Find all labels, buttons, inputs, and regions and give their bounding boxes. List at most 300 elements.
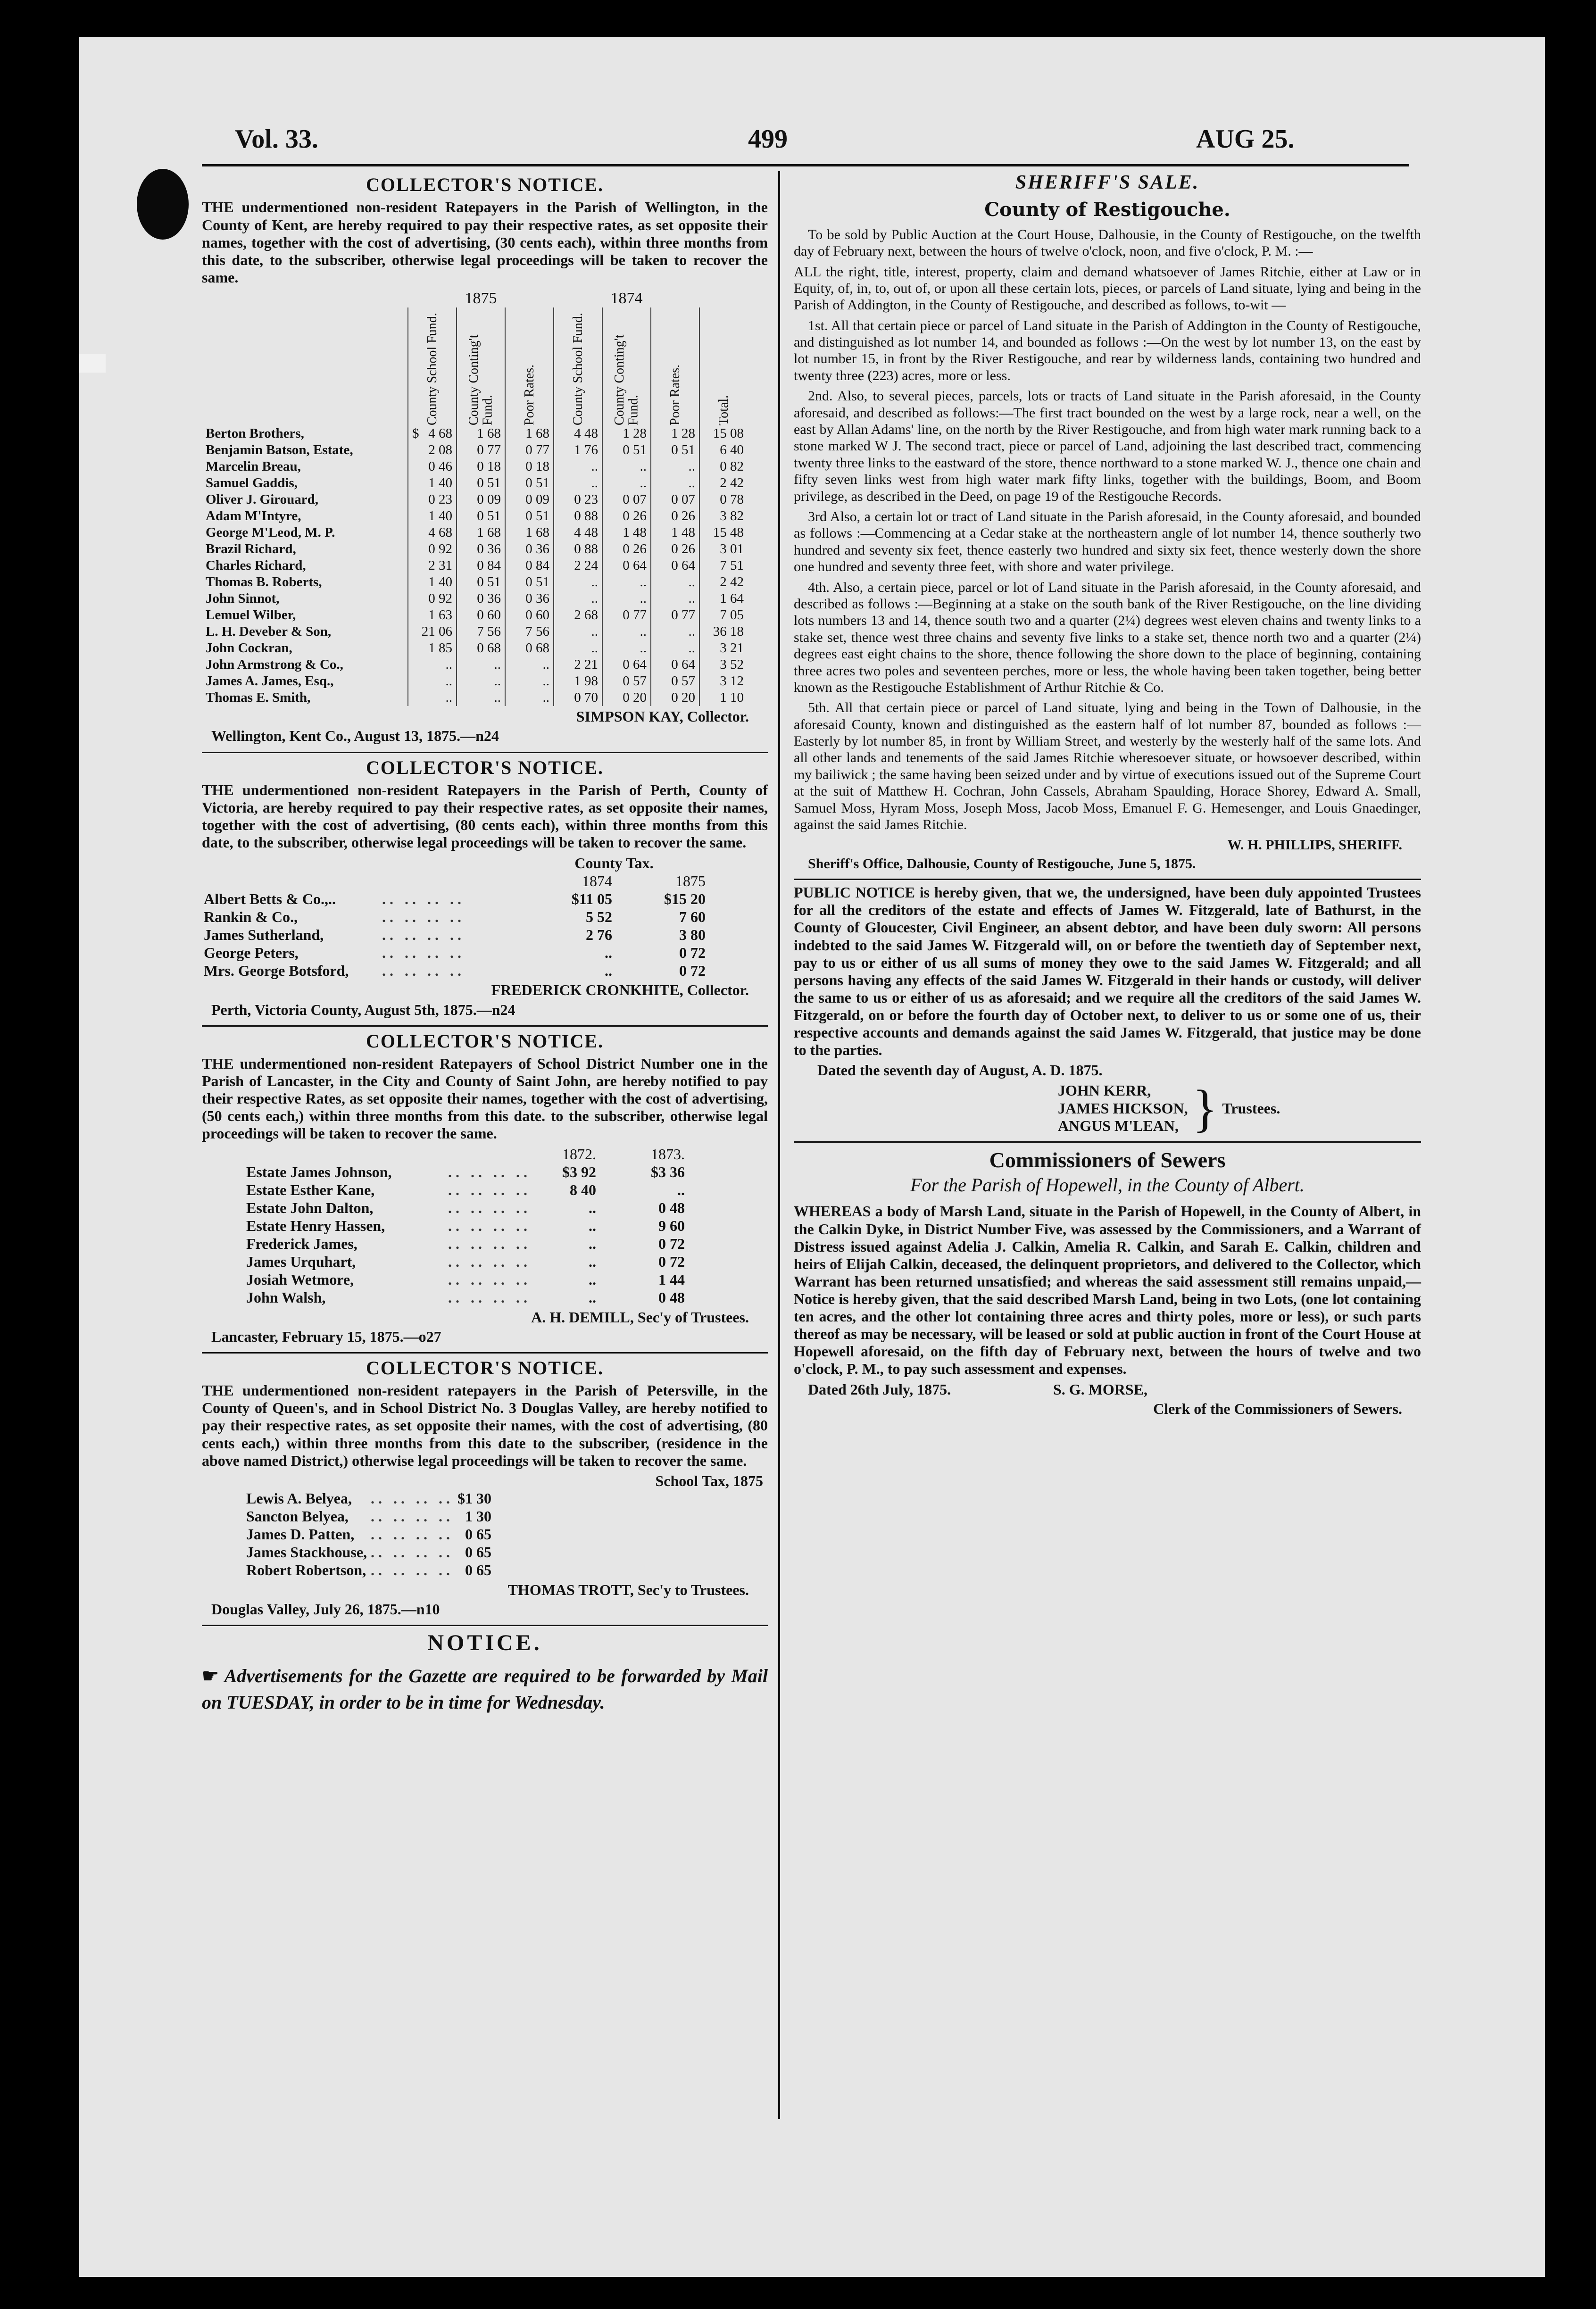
rate-value: 2 08 xyxy=(408,442,457,458)
rate-value: 1 68 xyxy=(505,524,554,541)
section-rule xyxy=(794,879,1421,880)
rate-value: .. xyxy=(602,475,651,491)
leader-dots: .. .. .. .. xyxy=(448,1235,531,1253)
year-header: 1872. xyxy=(562,1146,596,1163)
ratepayer-name: Berton Brothers, xyxy=(206,426,304,441)
rate-value: 7 56 xyxy=(457,623,505,640)
rate-value: .. xyxy=(651,574,699,590)
ratepayer-name: Oliver J. Girouard, xyxy=(206,492,318,507)
rate-value: 0 20 xyxy=(651,689,699,706)
rate-value: 0 57 xyxy=(651,673,699,689)
rate-value: 1 40 xyxy=(408,475,457,491)
ratepayer-name: Samuel Gaddis, xyxy=(206,475,298,491)
leader-dots: .. .. .. .. xyxy=(382,890,465,907)
rate-value: 0 26 xyxy=(602,508,651,524)
trustee-role: Trustees. xyxy=(1222,1099,1280,1117)
rate-value: 0 26 xyxy=(651,541,699,557)
rate-value: 3 21 xyxy=(699,640,748,656)
leader-dots: .. .. .. .. xyxy=(448,1181,531,1199)
ratepayer-name: Frederick James, xyxy=(246,1235,357,1253)
trustee-signature: A. H. DEMILL, Sec'y of Trustees. xyxy=(531,1308,749,1326)
table-row xyxy=(202,491,748,508)
rate-value: 1 48 xyxy=(602,524,651,541)
ratepayer-name: Marcelin Breau, xyxy=(206,459,301,474)
rate-value: .. xyxy=(408,656,457,673)
table-row xyxy=(202,673,748,689)
rate-value: 0 88 xyxy=(554,508,602,524)
ratepayer-name: Adam M'Intyre, xyxy=(206,508,301,524)
currency-sign: $ xyxy=(412,426,419,441)
column-header: County Conting't Fund. xyxy=(612,334,641,426)
rate-value: 0 92 xyxy=(408,590,457,607)
tax-value: 0 72 xyxy=(658,1235,685,1253)
leader-dots: .. .. .. .. xyxy=(448,1163,531,1181)
rate-value: 0 77 xyxy=(505,442,554,458)
rate-value: .. xyxy=(457,673,505,689)
county-heading: County of Restigouche. xyxy=(984,198,1230,221)
rate-value: 0 09 xyxy=(457,491,505,508)
rate-value: 1 28 xyxy=(651,425,699,442)
rate-value: .. xyxy=(457,689,505,706)
ratepayer-name: John Armstrong & Co., xyxy=(206,657,343,673)
table-row xyxy=(244,1163,687,1181)
rate-value: 3 52 xyxy=(699,656,748,673)
tax-value: .. xyxy=(677,1181,685,1199)
rate-value: 0 26 xyxy=(602,541,651,557)
rate-value: .. xyxy=(602,623,651,640)
ratepayer-name: Thomas B. Roberts, xyxy=(206,574,322,590)
rate-value: 0 36 xyxy=(505,541,554,557)
sheriff-signature: W. H. PHILLIPS, SHERIFF. xyxy=(1227,837,1402,853)
rate-value: .. xyxy=(554,640,602,656)
lancaster-notice xyxy=(202,1030,768,1346)
trustee-name: ANGUS M'LEAN, xyxy=(1058,1117,1179,1134)
table-row xyxy=(202,442,748,458)
column-header: County School Fund. xyxy=(424,313,440,426)
tax-label: School Tax, 1875 xyxy=(655,1472,763,1489)
leader-dots: .. .. .. .. xyxy=(448,1199,531,1217)
ratepayer-name: James Stackhouse, xyxy=(246,1544,367,1561)
collector-signature: FREDERICK CRONKHITE, Collector. xyxy=(491,981,749,999)
tax-value: 0 72 xyxy=(679,962,706,979)
ratepayer-name: Sancton Belyea, xyxy=(246,1508,349,1525)
rate-value: .. xyxy=(505,673,554,689)
sale-paragraph: 5th. All that certain piece or parcel of Land situate, lying and being in the Town of Dalhousie, in the aforesaid County, known and distinguished as the eastern half of lot number 87, bounded as follows :—Easterly by lot number 85, in front by William Street, and westerly by the westerly half of the same lots. And all other lands and tenements of the said James Ritchie wheresoever situate, or howsoever described, within my bailiwick ; the same having been seized under and by virtue of executions issued out of the Supreme Court at the suit of Matthew H. Cochran, John Cassels, Abraham Spaulding, Horace Shorey, Edward A. Small, Samuel Moss, Hyram Moss, Joseph Moss, Jacob Moss, Emanuel F. G. Hemesenger, and Louis Gnaedinger, against the said James Ritchie. xyxy=(794,700,1421,833)
sewers-dateline xyxy=(808,1381,1421,1398)
notice-date: Lancaster, February 15, 1875.—o27 xyxy=(211,1328,441,1345)
volume-number: Vol. 33. xyxy=(235,125,318,154)
table-row xyxy=(202,607,748,623)
tax-value: 7 60 xyxy=(679,908,706,925)
rate-value: 6 40 xyxy=(699,442,748,458)
ratepayer-name: George M'Leod, M. P. xyxy=(206,525,335,540)
rate-value: 0 46 xyxy=(408,458,457,475)
trustee-name: JOHN KERR, xyxy=(1058,1082,1151,1099)
signer-role: Clerk of the Commissioners of Sewers. xyxy=(1153,1400,1402,1417)
leader-dots: .. .. .. .. xyxy=(371,1561,454,1579)
ratepayer-name: Benjamin Batson, Estate, xyxy=(206,442,353,458)
ratepayer-name: Estate James Johnson, xyxy=(246,1163,392,1181)
rate-value: 0 64 xyxy=(651,557,699,574)
rate-value: 0 18 xyxy=(457,458,505,475)
leader-dots: .. .. .. .. xyxy=(371,1526,454,1543)
rate-value: .. xyxy=(554,623,602,640)
perth-tax-table xyxy=(202,854,707,980)
rate-value: 0 68 xyxy=(505,640,554,656)
rate-value: 0 64 xyxy=(602,557,651,574)
perth-notice xyxy=(202,757,768,1019)
tax-value: 8 40 xyxy=(570,1181,596,1199)
rate-value: 1 48 xyxy=(651,524,699,541)
rate-value: 0 09 xyxy=(505,491,554,508)
table-row xyxy=(202,656,748,673)
year-header: 1874 xyxy=(582,872,612,889)
rate-value: 0 51 xyxy=(457,475,505,491)
tax-value: 3 80 xyxy=(679,926,706,943)
rate-value: .. xyxy=(602,574,651,590)
rate-value: 1 85 xyxy=(408,640,457,656)
rate-value: 0 51 xyxy=(651,442,699,458)
gazette-notice xyxy=(202,1630,768,1716)
sale-intro: To be sold by Public Auction at the Court House, Dalhousie, in the County of Restigouche, on the twelfth day of February next, between the hours of twelve o'clock, noon, and five o'clock, P. M. :— xyxy=(794,226,1421,259)
table-row xyxy=(202,458,748,475)
year-1875: 1875 xyxy=(465,289,497,307)
rate-value: 1 40 xyxy=(408,508,457,524)
rate-value: 1 28 xyxy=(602,425,651,442)
leader-dots: .. .. .. .. xyxy=(448,1289,531,1306)
notice-date: Dated 26th July, 1875. xyxy=(808,1380,951,1398)
rate-value: .. xyxy=(408,673,457,689)
lancaster-tax-table xyxy=(244,1146,687,1307)
leader-dots: .. .. .. .. xyxy=(382,962,465,979)
ratepayer-name: Lemuel Wilber, xyxy=(206,607,296,623)
year-header: 1875 xyxy=(675,872,706,889)
rate-value: 4 68 xyxy=(408,524,457,541)
leader-dots: .. .. .. .. xyxy=(371,1508,454,1525)
rate-value: 0 84 xyxy=(457,557,505,574)
table-row xyxy=(244,1508,493,1526)
rate-value: 0 60 xyxy=(457,607,505,623)
rate-value: .. xyxy=(651,458,699,475)
rate-value: 1 68 xyxy=(457,524,505,541)
rate-value-text: 4 68 xyxy=(428,426,452,441)
ratepayer-name: Josiah Wetmore, xyxy=(246,1271,354,1288)
notice-body xyxy=(202,1663,768,1716)
trustee-signature: THOMAS TROTT, Sec'y to Trustees. xyxy=(507,1581,749,1598)
year-1874: 1874 xyxy=(610,289,643,307)
section-rule xyxy=(202,1625,768,1626)
rate-value: 7 56 xyxy=(505,623,554,640)
tax-value: $3 92 xyxy=(562,1163,596,1181)
year-header: 1873. xyxy=(651,1146,685,1163)
rate-value: 1 40 xyxy=(408,574,457,590)
table-row xyxy=(202,623,748,640)
sale-title: SHERIFF'S SALE. xyxy=(1015,172,1200,193)
rate-value: 4 48 xyxy=(554,524,602,541)
table-row xyxy=(244,1544,493,1561)
section-rule xyxy=(202,752,768,753)
rate-value: 0 70 xyxy=(554,689,602,706)
rate-value: 0 60 xyxy=(505,607,554,623)
leader-dots: .. .. .. .. xyxy=(448,1217,531,1235)
rate-value: 0 36 xyxy=(457,590,505,607)
tax-value: 0 48 xyxy=(658,1289,685,1306)
table-row xyxy=(244,1181,687,1199)
rate-value: 0 77 xyxy=(651,607,699,623)
rate-value: .. xyxy=(602,458,651,475)
rate-value: 2 21 xyxy=(554,656,602,673)
ratepayer-name: John Sinnot, xyxy=(206,591,280,606)
notice-title: COLLECTOR'S NOTICE. xyxy=(366,1030,604,1052)
notice-title: COLLECTOR'S NOTICE. xyxy=(366,1357,604,1379)
rate-value: 2 24 xyxy=(554,557,602,574)
sale-paragraph: 2nd. Also, to several pieces, parcels, lots or tracts of Land situate in the Parish aforesaid, in the County aforesaid, and described as follows:—The first tract bounded on the west by a large rock, near a well, on the east by Allan Adams' line, on the north by the River Restigouche, and from high water mark running back to a stone marked W J. The second tract, piece or parcel of Land, adjoining the last described tract, commencing twenty three links to the eastward of the store, thence northward to a stone marked W. J., thence one chain and fifty seven links west from high water mark fifty links, together with the buildings, Boom, and Boom privilege, as described in the Deed, on page 19 of the Restigouche Records. xyxy=(794,388,1421,504)
tax-label: County Tax. xyxy=(574,854,654,872)
rate-value: 3 82 xyxy=(699,508,748,524)
table-row xyxy=(202,541,748,557)
rate-value: 0 51 xyxy=(602,442,651,458)
brace-icon: } xyxy=(1192,1080,1218,1138)
sale-paragraph: 4th. Also, a certain piece, parcel or lot of Land situate in the Parish aforesaid, in the County aforesaid, and described as follows :—Beginning at a stake on the south bank of the River Restigouche, on the line dividing lots numbers 13 and 14, thence south two and a quarter (2¼) degrees west eleven chains and twenty links to a stake set, thence west three chains and seventy five links to a stake set, thence north two and a quarter (2¼) degrees east eight chains to the shore, thence following the shore down to the place of beginning, containing three acres two poles and seventeen perches, more or less, the whole having been taken together, being better known as the Restigouche Establishment of Arthur Ritchie & Co. xyxy=(794,579,1421,695)
table-row xyxy=(244,1490,493,1508)
table-row xyxy=(202,962,707,980)
rate-value: .. xyxy=(651,590,699,607)
rate-value: 0 51 xyxy=(505,475,554,491)
rate-value: 0 78 xyxy=(699,491,748,508)
section-rule xyxy=(794,1141,1421,1143)
rate-value: .. xyxy=(651,640,699,656)
rate-value: 0 51 xyxy=(457,508,505,524)
table-row xyxy=(244,1289,687,1307)
section-rule xyxy=(202,1025,768,1027)
rate-value: 0 64 xyxy=(602,656,651,673)
tax-value: .. xyxy=(589,1271,596,1288)
ratepayer-name: Brazil Richard, xyxy=(206,541,296,557)
rate-value: 0 07 xyxy=(602,491,651,508)
rate-value: .. xyxy=(505,689,554,706)
leader-dots: .. .. .. .. xyxy=(382,908,465,925)
leader-dots: .. .. .. .. xyxy=(448,1271,531,1288)
rate-value: 2 42 xyxy=(699,574,748,590)
tax-value: .. xyxy=(589,1253,596,1271)
rate-value: 7 51 xyxy=(699,557,748,574)
rate-value: 0 51 xyxy=(457,574,505,590)
tax-value: .. xyxy=(589,1217,596,1235)
rate-value: 1 63 xyxy=(408,607,457,623)
tax-value: $3 36 xyxy=(651,1163,685,1181)
column-header: County Conting't Fund. xyxy=(466,334,495,426)
pointing-hand-icon: ☛ xyxy=(202,1665,219,1686)
table-row xyxy=(244,1235,687,1253)
table-row xyxy=(244,1199,687,1217)
rate-value: 0 23 xyxy=(554,491,602,508)
rate-value: 0 77 xyxy=(602,607,651,623)
header-rule xyxy=(202,164,1409,166)
table-row xyxy=(202,524,748,541)
ratepayer-name: Estate Henry Hassen, xyxy=(246,1217,385,1235)
collector-signature: SIMPSON KAY, Collector. xyxy=(576,708,749,725)
table-row xyxy=(202,475,748,491)
sewers-subtitle: For the Parish of Hopewell, in the County of Albert. xyxy=(910,1174,1305,1196)
ratepayer-name: James D. Patten, xyxy=(246,1526,355,1543)
table-row xyxy=(202,926,707,944)
ratepayer-name: Estate Esther Kane, xyxy=(246,1181,375,1199)
notice-body: WHEREAS a body of Marsh Land, situate in the Parish of Hopewell, in the County of Albert, in the Calkin Dyke, in District Number Five, was assessed by the Commissioners, and a Warrant of Distress issued against Adelia J. Calkin, Amelia R. Calkin, and Sarah E. Calkin, children and heirs of Elijah Calkin, deceased, the delinquent proprietors, and delivered to the Collector, which Warrant has been returned unsatisfied; and whereas the said assessment still remains unpaid,—Notice is hereby given, that the said described Marsh Land, being in two Lots, (one lot containing ten acres, and the other lot containing three acres and thirty poles, more or less), or such parts thereof as may be necessary, will be leased or sold at public auction in front of the Court House at Hopewell aforesaid, on the fifth day of February next, between the hours of twelve and two o'clock, P. M., to pay such assessment and expenses. xyxy=(794,1203,1421,1378)
sale-paragraph: ALL the right, title, interest, property, claim and demand whatsoever of James Ritchie, either at Law or in Equity, of, in, to, out of, or upon all these certain lots, pieces, or parcels of Land situate, lying and being in the Parish of Addington, in the County of Restigouche, and described as follows, to-wit — xyxy=(794,264,1421,313)
table-row xyxy=(244,1253,687,1271)
tax-value: $15 20 xyxy=(664,890,706,907)
leader-dots: .. .. .. .. xyxy=(371,1544,454,1561)
rate-value: .. xyxy=(554,574,602,590)
wellington-notice xyxy=(202,174,768,745)
leader-dots: .. .. .. .. xyxy=(382,926,465,943)
notice-date: Dated the seventh day of August, A. D. 1875. xyxy=(817,1062,1103,1079)
ratepayer-name: George Peters, xyxy=(204,944,299,961)
rate-value: 3 01 xyxy=(699,541,748,557)
rate-value: 2 42 xyxy=(699,475,748,491)
sheriff-office: Sheriff's Office, Dalhousie, County of Restigouche, June 5, 1875. xyxy=(808,855,1196,872)
column-header: Poor Rates. xyxy=(667,365,682,426)
sale-paragraph: 1st. All that certain piece or parcel of Land situate in the Parish of Addington in the County of Restigouche, and distinguished as lot number 14, and bounded as follows :—On the west by lot number 13, on the east by lot number 15, in front by the River Restigouche, and rear by wilderness lands, containing two hundred and twenty three (223) acres, more or less. xyxy=(794,317,1421,383)
table-row xyxy=(202,908,707,926)
rate-value xyxy=(408,425,457,442)
rate-value: 1 68 xyxy=(505,425,554,442)
tax-value: 1 30 xyxy=(465,1508,492,1525)
column-header: Total. xyxy=(716,395,731,426)
tax-value: 1 44 xyxy=(658,1271,685,1288)
tax-value: 0 72 xyxy=(658,1253,685,1271)
notice-body: THE undermentioned non-resident Ratepayers in the Parish of Perth, County of Victoria, are hereby required to pay their respective rates, as set opposite their names, together with the cost of advertising, (80 cents each), within three months from this date, to the subscriber, otherwise legal proceedings will be taken to recover the same. xyxy=(202,781,768,851)
rate-value: 0 92 xyxy=(408,541,457,557)
rate-value: 0 36 xyxy=(505,590,554,607)
signer-name: S. G. MORSE, xyxy=(1053,1380,1148,1398)
rate-value: 1 64 xyxy=(699,590,748,607)
trustee-block xyxy=(1058,1080,1421,1138)
column-header: County School Fund. xyxy=(570,313,585,426)
rate-value: 15 08 xyxy=(699,425,748,442)
rate-value: 0 23 xyxy=(408,491,457,508)
rate-value: 0 82 xyxy=(699,458,748,475)
tax-value: 5 52 xyxy=(586,908,612,925)
sale-paragraph: 3rd Also, a certain lot or tract of Land situate in the Parish aforesaid, in the County aforesaid, and bounded as follows :—Commencing at a Cedar stake at the northeastern angle of lot number 14, thence southerly two hundred and seventy six feet, thence easterly two hundred and sixty six feet, thence westerly down the shore one hundred and seventy three feet, with shore and water privilege. xyxy=(794,508,1421,575)
rate-value: .. xyxy=(554,590,602,607)
ratepayer-name: Estate John Dalton, xyxy=(246,1199,374,1217)
rate-value: .. xyxy=(505,656,554,673)
notice-title: NOTICE. xyxy=(427,1630,542,1656)
tax-value: .. xyxy=(589,1289,596,1306)
ratepayer-name: Lewis A. Belyea, xyxy=(246,1490,352,1507)
notice-body: PUBLIC NOTICE is hereby given, that we, the undersigned, have been duly appointed Trustees for all the creditors of the estate and effects of James W. Fitzgerald, late of Bathurst, in the County of Gloucester, Civil Engineer, an absent debtor, and have been duly sworn: All persons indebted to the said James W. Fitzgerald will, on or before the twentieth day of September next, pay to us or either of us all sums of money they owe to the said James W. Fitzgerald; and all persons having any effects of the said James W. Fitzgerald in their hands or custody, will deliver the same to us or either of us as aforesaid; and we require all the creditors of the said James W. Fitzgerald, on or before the fourth day of October next, to deliver to us or some one of us, their respective accounts and demands against the said James W. Fitzgerald, that justice may be done to the parties. xyxy=(794,884,1421,1059)
column-header: Poor Rates. xyxy=(522,365,537,426)
ratepayer-name: L. H. Deveber & Son, xyxy=(206,624,332,640)
table-row xyxy=(202,590,748,607)
wellington-rates-table xyxy=(202,289,748,706)
notice-date: Wellington, Kent Co., August 13, 1875.—n24 xyxy=(211,727,499,745)
rate-value: 15 48 xyxy=(699,524,748,541)
ratepayer-name: James Urquhart, xyxy=(246,1253,356,1271)
rate-value: 1 76 xyxy=(554,442,602,458)
trustee-name: JAMES HICKSON, xyxy=(1058,1099,1188,1117)
tax-value: .. xyxy=(605,944,612,961)
table-row xyxy=(244,1561,493,1579)
rate-value: 2 68 xyxy=(554,607,602,623)
right-column xyxy=(794,171,1421,1420)
rate-value: 1 10 xyxy=(699,689,748,706)
public-notice xyxy=(794,884,1421,1138)
sheriff-sale xyxy=(794,171,1421,872)
tax-value: 9 60 xyxy=(658,1217,685,1235)
table-row xyxy=(244,1526,493,1544)
table-row xyxy=(202,557,748,574)
rate-value: .. xyxy=(651,623,699,640)
section-rule xyxy=(202,1352,768,1354)
table-row xyxy=(202,944,707,962)
rate-value: 4 48 xyxy=(554,425,602,442)
rate-value: 0 26 xyxy=(651,508,699,524)
table-row xyxy=(244,1217,687,1235)
tax-value: 0 65 xyxy=(465,1561,492,1579)
issue-date: AUG 25. xyxy=(1196,125,1295,154)
rate-value: 0 51 xyxy=(505,508,554,524)
punch-hole xyxy=(137,169,189,240)
tax-value: $11 05 xyxy=(571,890,612,907)
notice-text: Advertisements for the Gazette are required to be forwarded by Mail on TUESDAY, in order to be in time for Wednesday. xyxy=(202,1665,768,1713)
gazette-page xyxy=(79,37,1545,2277)
tax-value: .. xyxy=(589,1199,596,1217)
ratepayer-name: Albert Betts & Co.,.. xyxy=(204,890,336,907)
rate-value: .. xyxy=(554,458,602,475)
trustee-names xyxy=(1058,1082,1188,1134)
ratepayer-name: Rankin & Co., xyxy=(204,908,298,925)
sewers-notice xyxy=(794,1147,1421,1418)
tax-value: 0 48 xyxy=(658,1199,685,1217)
tax-value: 0 72 xyxy=(679,944,706,961)
rate-value: 21 06 xyxy=(408,623,457,640)
ratepayer-name: Mrs. George Botsford, xyxy=(204,962,349,979)
column-divider xyxy=(778,171,780,2119)
rate-value: .. xyxy=(408,689,457,706)
rate-value: 36 18 xyxy=(699,623,748,640)
ratepayer-name: Charles Richard, xyxy=(206,558,306,573)
ratepayer-name: John Cockran, xyxy=(206,640,292,656)
ratepayer-name: James Sutherland, xyxy=(204,926,324,943)
table-row xyxy=(202,425,748,442)
rate-value: .. xyxy=(457,656,505,673)
table-row xyxy=(202,689,748,706)
notice-body: THE undermentioned non-resident Ratepayers in the Parish of Wellington, in the County of Kent, are hereby required to pay their respective rates, as set opposite their names, together with the cost of advertising, (30 cents each), within three months from this date, to the subscriber, otherwise legal proceedings will be taken to recover the same. xyxy=(202,199,768,286)
tax-value: .. xyxy=(589,1235,596,1253)
leader-dots: .. .. .. .. xyxy=(382,944,465,961)
table-row xyxy=(202,640,748,656)
notice-body: THE undermentioned non-resident ratepayers in the Parish of Petersville, in the County of Queen's, and in School District No. 3 Douglas Valley, are hereby notified to pay their respective rates, as set opposite their names, with the cost of advertising, (80 cents each,) within three months from this date to the subscriber, (residence in the above named District,) otherwise legal proceedings will be taken to recover the same. xyxy=(202,1382,768,1469)
edge-tab xyxy=(79,354,106,373)
ratepayer-name: James A. James, Esq., xyxy=(206,673,334,689)
notice-title: COLLECTOR'S NOTICE. xyxy=(366,756,604,778)
rate-value: 0 18 xyxy=(505,458,554,475)
table-row xyxy=(202,574,748,590)
leader-dots: .. .. .. .. xyxy=(371,1490,454,1507)
notice-date: Douglas Valley, July 26, 1875.—n10 xyxy=(211,1600,440,1618)
rate-value: 0 77 xyxy=(457,442,505,458)
rate-value: 0 64 xyxy=(651,656,699,673)
leader-dots: .. .. .. .. xyxy=(448,1253,531,1271)
left-column xyxy=(202,171,768,1716)
rate-value: 7 05 xyxy=(699,607,748,623)
ratepayer-name: Thomas E. Smith, xyxy=(206,690,311,706)
rate-value: 1 98 xyxy=(554,673,602,689)
page-number: 499 xyxy=(748,125,788,154)
rate-value: 0 84 xyxy=(505,557,554,574)
